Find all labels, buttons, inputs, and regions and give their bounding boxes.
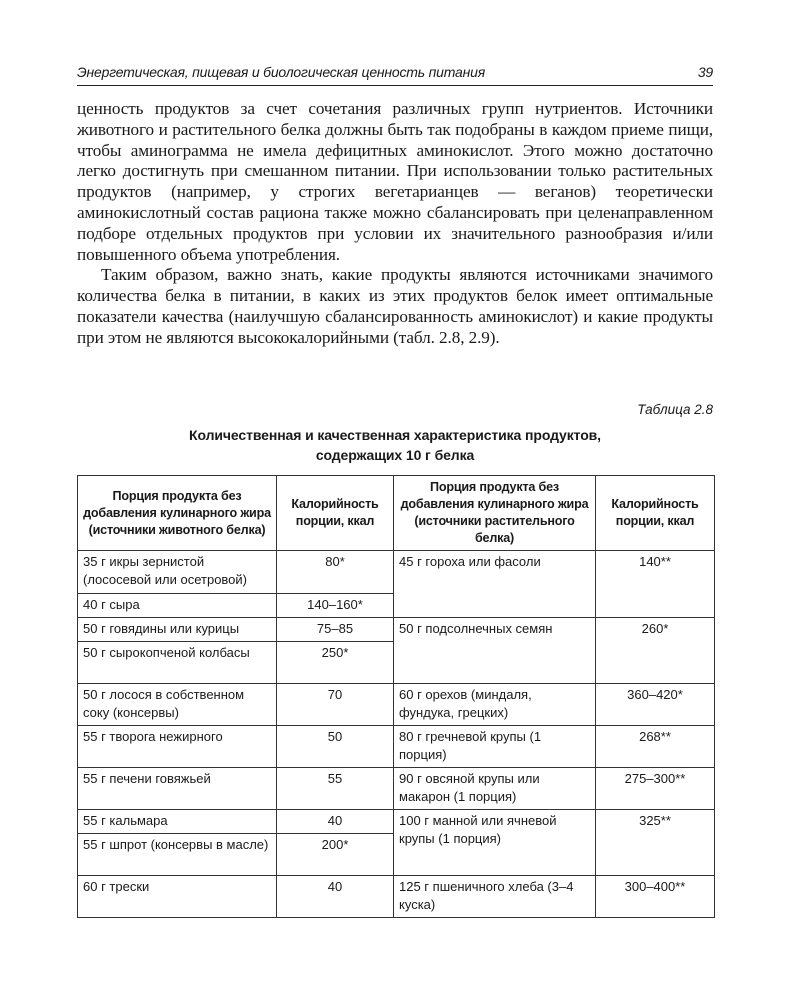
plant-product: 50 г подсолнечных семян	[394, 618, 596, 684]
table-title	[77, 425, 713, 465]
animal-product: 40 г сыра	[78, 594, 277, 618]
plant-kcal: 325**	[596, 810, 715, 876]
animal-product: 50 г сырокопченой колбасы	[78, 642, 277, 684]
table-row	[78, 768, 715, 810]
animal-kcal: 40	[277, 810, 394, 834]
plant-kcal: 300–400**	[596, 876, 715, 918]
plant-product: 125 г пшеничного хлеба (3–4 куска)	[394, 876, 596, 918]
table-row	[78, 618, 715, 642]
animal-product: 55 г печени говяжьей	[78, 768, 277, 810]
plant-kcal: 360–420*	[596, 684, 715, 726]
table-header-row	[78, 476, 715, 551]
animal-product: 55 г шпрот (консервы в масле)	[78, 834, 277, 876]
plant-product: 45 г гороха или фасоли	[394, 551, 596, 618]
paragraph: Таким образом, важно знать, какие продукты являются источниками значимого количества белка в питании, в каких из этих продуктов белок имеет оптимальные показатели качества (наилучшую сбалансированность аминокислот) и какие продукты при этом не являются высококалорийными (табл. 2.8, 2.9).	[77, 265, 713, 347]
table-row	[78, 810, 715, 834]
animal-kcal: 55	[277, 768, 394, 810]
animal-product: 35 г икры зернистой (лососевой или осетровой)	[78, 551, 277, 594]
animal-kcal: 70	[277, 684, 394, 726]
header-plant-product: Порция продукта без добавления кулинарного жира (источники растительного белка)	[394, 476, 596, 551]
animal-kcal: 140–160*	[277, 594, 394, 618]
running-head-title: Энергетическая, пищевая и биологическая ценность питания	[77, 64, 485, 80]
plant-kcal: 140**	[596, 551, 715, 618]
table-row	[78, 726, 715, 768]
animal-product: 50 г лосося в собственном соку (консервы)	[78, 684, 277, 726]
header-plant-kcal: Калорийность порции, ккал	[596, 476, 715, 551]
plant-product: 60 г орехов (миндаля, фундука, грецких)	[394, 684, 596, 726]
paragraph: ценность продуктов за счет сочетания различных групп нутриентов. Источники животного и растительного белка должны быть так подобраны в каждом приеме пищи, чтобы аминограмма не имела дефицитных аминокислот. Этого можно достаточно легко достигнуть при смешанном питании. При использовании только растительных продуктов (например, у строгих вегетарианцев — веганов) теоретически аминокислотный состав рациона также можно сбалансировать при целенаправленном подборе отдельных продуктов при условии их значительного разнообразия и/или повышенного объема употребления.	[77, 99, 713, 264]
animal-product: 60 г трески	[78, 876, 277, 918]
plant-kcal: 275–300**	[596, 768, 715, 810]
plant-product: 100 г манной или ячневой крупы (1 порция)	[394, 810, 596, 876]
page-number: 39	[697, 64, 713, 80]
header-animal-kcal: Калорийность порции, ккал	[277, 476, 394, 551]
plant-product: 80 г гречневой крупы (1 порция)	[394, 726, 596, 768]
table-label: Таблица 2.8	[637, 402, 713, 417]
table-title-line: содержащих 10 г белка	[315, 447, 475, 463]
plant-kcal: 268**	[596, 726, 715, 768]
animal-product: 55 г кальмара	[78, 810, 277, 834]
protein-table	[77, 475, 715, 918]
table-row	[78, 876, 715, 918]
table-row	[78, 684, 715, 726]
header-animal-product: Порция продукта без добавления кулинарного жира (источники животного белка)	[78, 476, 277, 551]
table-row	[78, 551, 715, 594]
plant-kcal: 260*	[596, 618, 715, 684]
animal-product: 55 г творога нежирного	[78, 726, 277, 768]
animal-product: 50 г говядины или курицы	[78, 618, 277, 642]
animal-kcal: 200*	[277, 834, 394, 876]
animal-kcal: 40	[277, 876, 394, 918]
animal-kcal: 250*	[277, 642, 394, 684]
body-text	[77, 99, 713, 349]
table-title-line: Количественная и качественная характеристика продуктов,	[189, 427, 601, 443]
animal-kcal: 50	[277, 726, 394, 768]
running-head	[77, 62, 713, 86]
plant-product: 90 г овсяной крупы или макарон (1 порция)	[394, 768, 596, 810]
animal-kcal: 75–85	[277, 618, 394, 642]
animal-kcal: 80*	[277, 551, 394, 594]
